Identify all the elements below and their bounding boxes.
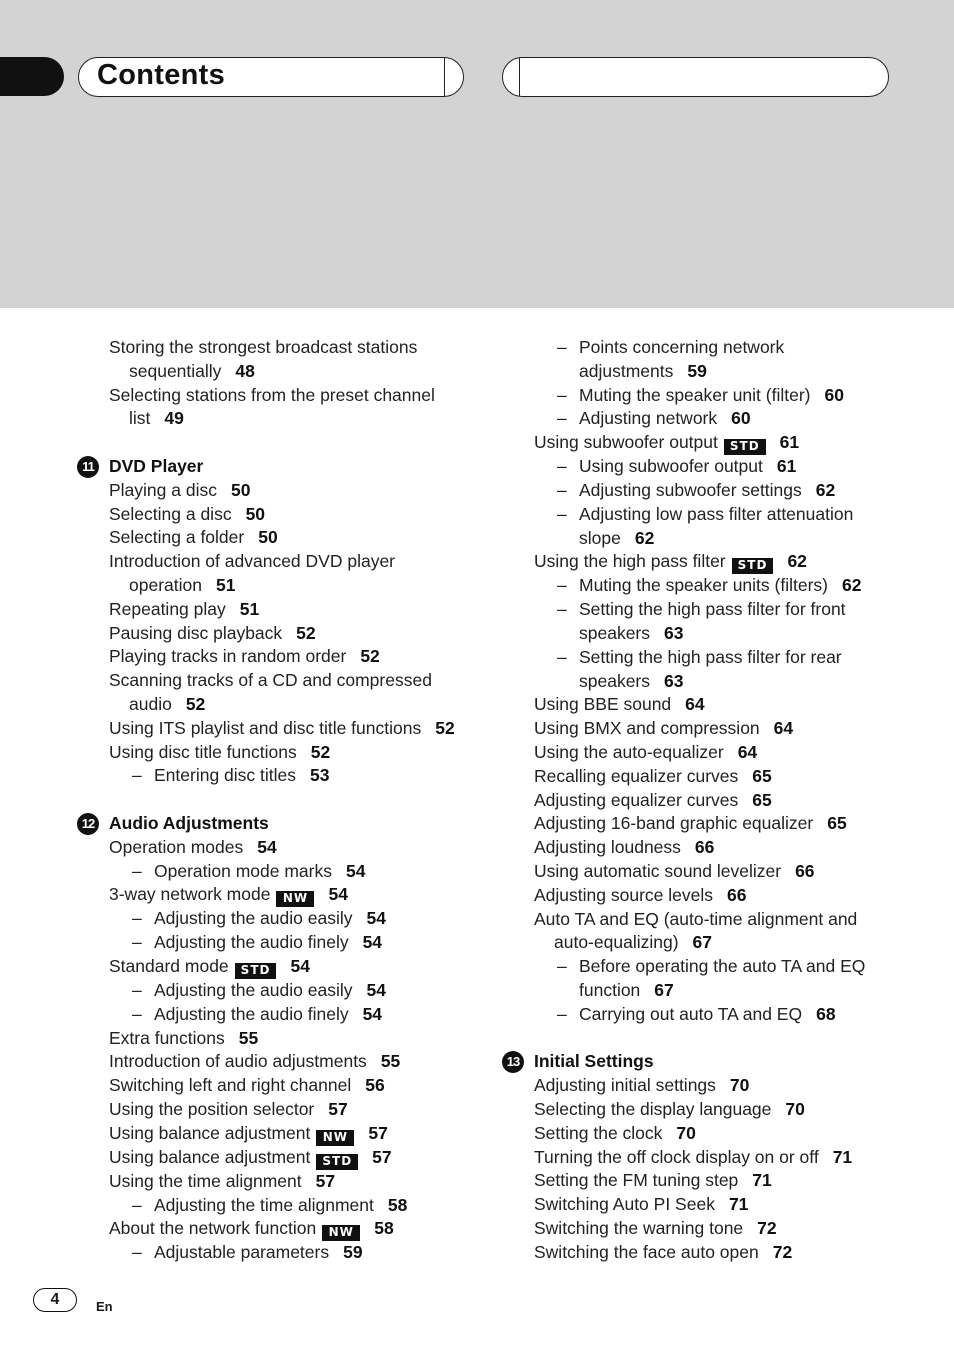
toc-entry[interactable]: Selecting a disc 50 (109, 503, 266, 524)
toc-entry[interactable]: Auto TA and EQ (auto-time alignment and (534, 908, 858, 929)
section-number-badge: 13 (502, 1051, 524, 1073)
toc-subentry[interactable]: – Points concerning network (557, 337, 785, 357)
toc-subentry[interactable]: – Entering disc titles 53 (132, 765, 330, 786)
std-mode-badge: STD (316, 1154, 358, 1170)
toc-entry[interactable]: Playing tracks in random order 52 (109, 646, 380, 667)
nw-mode-badge: NW (322, 1225, 360, 1241)
toc-subentry[interactable]: – Adjusting the audio finely 54 (132, 932, 383, 953)
toc-subentry[interactable]: – Adjusting subwoofer settings 62 (557, 479, 836, 500)
toc-entry[interactable]: Adjusting source levels 66 (534, 884, 747, 905)
toc-entry[interactable]: Using balance adjustment NW 57 (109, 1122, 388, 1144)
toc-entry[interactable]: Setting the clock 70 (534, 1122, 696, 1143)
toc-entry[interactable]: Adjusting 16-band graphic equalizer 65 (534, 813, 847, 834)
toc-entry[interactable]: Switching the warning tone 72 (534, 1217, 777, 1238)
section-tab (0, 57, 64, 96)
toc-entry[interactable]: Pausing disc playback 52 (109, 622, 316, 643)
section-heading-initial-settings[interactable]: 13 Initial Settings (534, 1050, 934, 1074)
toc-entry[interactable]: Adjusting initial settings 70 (534, 1075, 750, 1096)
toc-subentry[interactable]: – Carrying out auto TA and EQ 68 (557, 1003, 836, 1024)
nw-mode-badge: NW (316, 1130, 354, 1146)
toc-entry[interactable]: auto-equalizing) 67 (554, 932, 712, 953)
toc-entry[interactable]: Using automatic sound levelizer 66 (534, 860, 815, 881)
toc-subentry[interactable]: – Adjusting the audio easily 54 (132, 908, 386, 929)
toc-column-left (81, 336, 509, 1265)
toc-entry[interactable]: operation 51 (129, 574, 236, 595)
toc-subentry[interactable]: – Setting the high pass filter for rear (557, 646, 842, 667)
toc-column-right (506, 336, 934, 1264)
toc-entry[interactable]: Extra functions 55 (109, 1027, 259, 1048)
title-box-divider (444, 58, 445, 96)
toc-entry[interactable]: sequentially 48 (129, 360, 255, 381)
toc-subentry[interactable]: – Adjustable parameters 59 (132, 1242, 363, 1263)
toc-subentry[interactable]: adjustments 59 (579, 360, 707, 381)
std-mode-badge: STD (732, 558, 774, 574)
header-box-divider (519, 58, 520, 96)
toc-entry[interactable]: Selecting the display language 70 (534, 1098, 805, 1119)
std-mode-badge: STD (724, 439, 766, 455)
toc-entry[interactable]: Operation modes 54 (109, 836, 277, 857)
toc-subentry[interactable]: – Muting the speaker unit (filter) 60 (557, 384, 844, 405)
toc-entry[interactable]: Introduction of advanced DVD player (109, 551, 395, 572)
page-number: 4 (33, 1288, 77, 1312)
toc-subentry[interactable]: speakers 63 (579, 670, 684, 691)
toc-subentry[interactable]: – Adjusting the time alignment 58 (132, 1194, 408, 1215)
section-heading-dvd-player[interactable]: 11 DVD Player (109, 455, 509, 479)
toc-entry[interactable]: Using BBE sound 64 (534, 694, 705, 715)
toc-entry[interactable]: Selecting stations from the preset channel (109, 384, 435, 405)
toc-entry[interactable]: Scanning tracks of a CD and compressed (109, 670, 432, 691)
toc-subentry[interactable]: speakers 63 (579, 622, 684, 643)
toc-entry[interactable]: Setting the FM tuning step 71 (534, 1170, 772, 1191)
language-label: En (96, 1299, 113, 1314)
toc-entry[interactable]: audio 52 (129, 693, 206, 714)
toc-entry[interactable]: Storing the strongest broadcast stations (109, 337, 418, 357)
toc-subentry[interactable]: – Adjusting low pass filter attenuation (557, 503, 854, 524)
toc-entry[interactable]: Switching Auto PI Seek 71 (534, 1194, 749, 1215)
toc-subentry[interactable]: – Using subwoofer output 61 (557, 456, 797, 477)
page-title: Contents (97, 59, 226, 91)
std-mode-badge: STD (235, 963, 277, 979)
toc-entry[interactable]: list 49 (129, 408, 184, 429)
header-empty-box (502, 57, 889, 97)
title-box (78, 57, 464, 97)
toc-entry[interactable]: Playing a disc 50 (109, 479, 251, 500)
toc-entry[interactable]: Switching left and right channel 56 (109, 1075, 385, 1096)
toc-entry[interactable]: Adjusting equalizer curves 65 (534, 789, 772, 810)
toc-entry[interactable]: Using ITS playlist and disc title functions 52 (109, 717, 455, 738)
toc-subentry[interactable]: – Adjusting the audio easily 54 (132, 979, 386, 1000)
header-band (0, 0, 954, 308)
toc-entry[interactable]: Using the position selector 57 (109, 1098, 348, 1119)
toc-subentry[interactable]: – Before operating the auto TA and EQ (557, 956, 866, 977)
toc-entry[interactable]: Using balance adjustment STD 57 (109, 1146, 392, 1168)
toc-subentry[interactable]: – Setting the high pass filter for front (557, 599, 846, 620)
toc-entry[interactable]: Repeating play 51 (109, 598, 260, 619)
toc-entry[interactable]: 3-way network mode NW 54 (109, 884, 348, 906)
toc-entry[interactable]: Using disc title functions 52 (109, 741, 331, 762)
toc-entry[interactable]: Using the auto-equalizer 64 (534, 741, 758, 762)
section-number-badge: 12 (77, 813, 99, 835)
toc-entry[interactable]: Standard mode STD 54 (109, 955, 310, 977)
toc-entry[interactable]: Using the high pass filter STD 62 (534, 551, 807, 573)
section-heading-audio-adjustments[interactable]: 12 Audio Adjustments (109, 812, 509, 836)
nw-mode-badge: NW (276, 891, 314, 907)
toc-entry[interactable]: Using the time alignment 57 (109, 1170, 336, 1191)
toc-entry[interactable]: About the network function NW 58 (109, 1218, 394, 1240)
toc-subentry[interactable]: slope 62 (579, 527, 655, 548)
section-number-badge: 11 (77, 456, 99, 478)
toc-entry[interactable]: Switching the face auto open 72 (534, 1241, 793, 1262)
toc-subentry[interactable]: function 67 (579, 979, 674, 1000)
toc-entry[interactable]: Recalling equalizer curves 65 (534, 765, 772, 786)
toc-entry[interactable]: Using subwoofer output STD 61 (534, 432, 800, 454)
toc-subentry[interactable]: – Operation mode marks 54 (132, 860, 366, 881)
toc-entry[interactable]: Selecting a folder 50 (109, 527, 278, 548)
toc-entry[interactable]: Adjusting loudness 66 (534, 837, 715, 858)
toc-subentry[interactable]: – Adjusting the audio finely 54 (132, 1003, 383, 1024)
toc-entry[interactable]: Introduction of audio adjustments 55 (109, 1051, 401, 1072)
toc-subentry[interactable]: – Adjusting network 60 (557, 408, 751, 429)
toc-entry[interactable]: Using BMX and compression 64 (534, 718, 794, 739)
toc-entry[interactable]: Turning the off clock display on or off 71 (534, 1146, 853, 1167)
toc-subentry[interactable]: – Muting the speaker units (filters) 62 (557, 575, 862, 596)
